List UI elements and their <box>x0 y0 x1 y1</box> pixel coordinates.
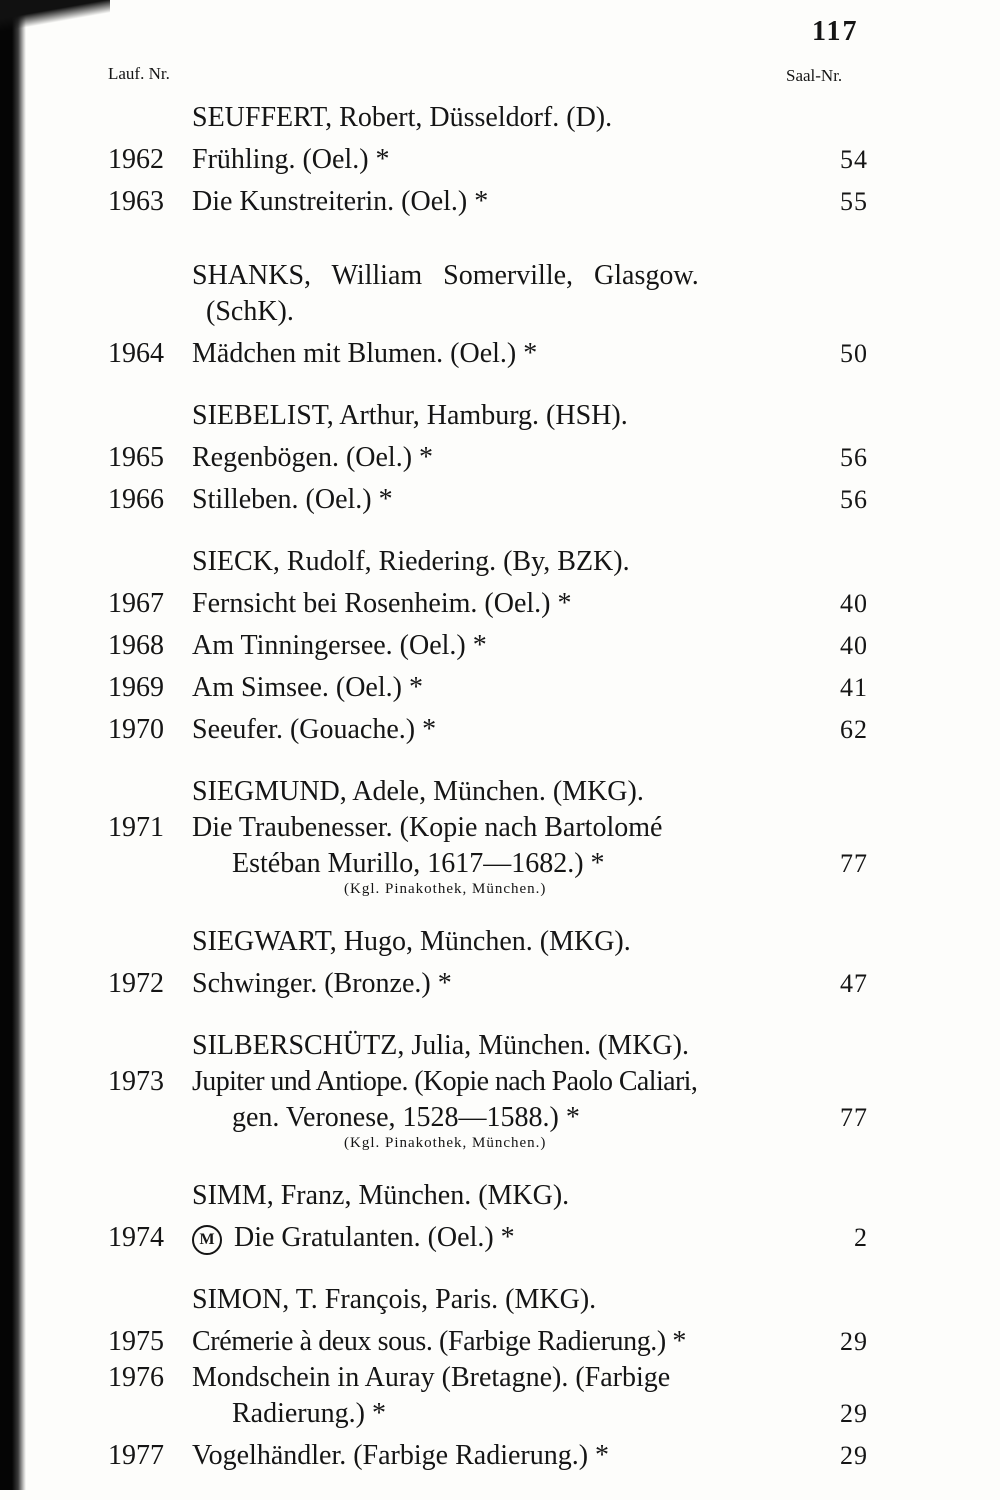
room-number: 2 <box>854 1223 868 1252</box>
artist-heading: SIEGMUND, Adele, München. (MKG). <box>192 776 644 807</box>
medal-badge-icon: M <box>192 1225 222 1255</box>
entry-number: 1973 <box>108 1066 164 1097</box>
entry-title <box>192 810 820 882</box>
room-number: 77 <box>840 849 868 878</box>
entry-title: Am Tinningersee. (Oel.) * <box>192 630 487 661</box>
entry-title <box>192 1064 820 1136</box>
collection-note: (Kgl. Pinakothek, München.) <box>344 881 547 897</box>
catalog-entry <box>108 810 868 882</box>
entry-title: Crémerie à deux sous. (Farbige Radierung.) * <box>192 1326 687 1357</box>
artist-block <box>108 100 868 220</box>
entry-title-continuation: Radierung.) * <box>232 1398 386 1429</box>
entry-title-line: Die Traubenesser. (Kopie nach Bartolomé <box>192 812 663 843</box>
entry-title: Fernsicht bei Rosenheim. (Oel.) * <box>192 588 572 619</box>
room-number: 40 <box>840 631 868 660</box>
entry-number: 1968 <box>108 630 164 661</box>
entry-number: 1966 <box>108 484 164 515</box>
scan-binding-edge <box>0 0 26 1490</box>
entry-title-continuation: gen. Veronese, 1528—1588.) * <box>232 1102 580 1133</box>
entry-number: 1967 <box>108 588 164 619</box>
artist-heading: SIEGWART, Hugo, München. (MKG). <box>192 926 631 957</box>
catalog-entry <box>108 960 868 1002</box>
entry-title-text: Die Gratulanten. (Oel.) * <box>234 1222 515 1253</box>
entry-title: Seeufer. (Gouache.) * <box>192 714 437 745</box>
entry-title-line: Jupiter und Antiope. (Kopie nach Paolo Caliari, <box>192 1066 698 1097</box>
entry-number: 1974 <box>108 1222 164 1253</box>
entry-number: 1972 <box>108 968 164 999</box>
room-number: 56 <box>840 485 868 514</box>
catalog-entry <box>108 330 868 372</box>
room-number: 77 <box>840 1103 868 1132</box>
artist-name: SHANKS, William Somerville, Glasgow. <box>192 260 699 291</box>
artist-heading: SILBERSCHÜTZ, Julia, München. (MKG). <box>192 1030 689 1061</box>
entry-title: Die Kunstreiterin. (Oel.) * <box>192 186 489 217</box>
entry-number: 1971 <box>108 812 164 843</box>
room-number: 29 <box>840 1399 868 1428</box>
page-number: 117 <box>812 16 859 47</box>
entry-number: 1965 <box>108 442 164 473</box>
catalog-entry <box>108 622 868 664</box>
entry-title: Vogelhändler. (Farbige Radierung.) * <box>192 1440 610 1471</box>
artist-block <box>108 258 868 372</box>
catalog-entry <box>108 476 868 518</box>
column-header-lauf-nr: Lauf. Nr. <box>108 64 170 83</box>
artist-heading: SIEBELIST, Arthur, Hamburg. (HSH). <box>192 400 628 431</box>
catalog-entry <box>108 1432 868 1474</box>
artist-heading: SIECK, Rudolf, Riedering. (By, BZK). <box>192 546 630 577</box>
catalog-entry <box>108 1360 868 1432</box>
artist-heading <box>108 258 868 330</box>
entry-title: Stilleben. (Oel.) * <box>192 484 393 515</box>
catalog-entry <box>108 706 868 748</box>
entry-title: Am Simsee. (Oel.) * <box>192 672 423 703</box>
entry-number: 1964 <box>108 338 164 369</box>
artist-block <box>108 774 868 898</box>
catalog-entry <box>108 434 868 476</box>
catalog-list <box>108 100 868 1500</box>
artist-block <box>108 924 868 1002</box>
entry-title: Schwinger. (Bronze.) * <box>192 968 452 999</box>
room-number: 40 <box>840 589 868 618</box>
room-number: 55 <box>840 187 868 216</box>
column-header-saal-nr: Saal-Nr. <box>786 66 843 85</box>
room-number: 41 <box>840 673 868 702</box>
entry-title-line: Mondschein in Auray (Bretagne). (Farbige <box>192 1362 671 1393</box>
room-number: 56 <box>840 443 868 472</box>
catalog-entry <box>108 580 868 622</box>
collection-note: (Kgl. Pinakothek, München.) <box>344 1135 547 1151</box>
entry-title <box>192 1220 820 1256</box>
artist-heading: SIMM, Franz, München. (MKG). <box>192 1180 570 1211</box>
catalog-entry <box>108 664 868 706</box>
artist-heading: SEUFFERT, Robert, Düsseldorf. (D). <box>192 102 613 133</box>
artist-block <box>108 1178 868 1256</box>
room-number: 29 <box>840 1327 868 1356</box>
artist-block <box>108 1282 868 1474</box>
artist-block <box>108 544 868 748</box>
room-number: 47 <box>840 969 868 998</box>
entry-title <box>192 1360 820 1432</box>
entry-number: 1975 <box>108 1326 164 1357</box>
artist-name-continuation: (SchK). <box>206 296 294 327</box>
entry-number: 1977 <box>108 1440 164 1471</box>
entry-number: 1969 <box>108 672 164 703</box>
catalog-entry <box>108 136 868 178</box>
entry-title-continuation: Estéban Murillo, 1617—1682.) * <box>232 848 605 879</box>
entry-title: Frühling. (Oel.) * <box>192 144 390 175</box>
room-number: 62 <box>840 715 868 744</box>
room-number: 29 <box>840 1441 868 1470</box>
room-number: 54 <box>840 145 868 174</box>
artist-heading: SIMON, T. François, Paris. (MKG). <box>192 1284 597 1315</box>
scan-corner-shadow <box>0 0 110 34</box>
catalog-entry <box>108 1214 868 1256</box>
entry-number: 1963 <box>108 186 164 217</box>
entry-title: Regenbögen. (Oel.) * <box>192 442 434 473</box>
catalog-entry <box>108 1318 868 1360</box>
entry-number: 1970 <box>108 714 164 745</box>
entry-title: Mädchen mit Blumen. (Oel.) * <box>192 338 538 369</box>
room-number: 50 <box>840 339 868 368</box>
artist-block <box>108 398 868 518</box>
artist-block <box>108 1028 868 1152</box>
entry-number: 1976 <box>108 1362 164 1393</box>
entry-number: 1962 <box>108 144 164 175</box>
catalog-entry <box>108 1064 868 1136</box>
catalog-entry <box>108 178 868 220</box>
